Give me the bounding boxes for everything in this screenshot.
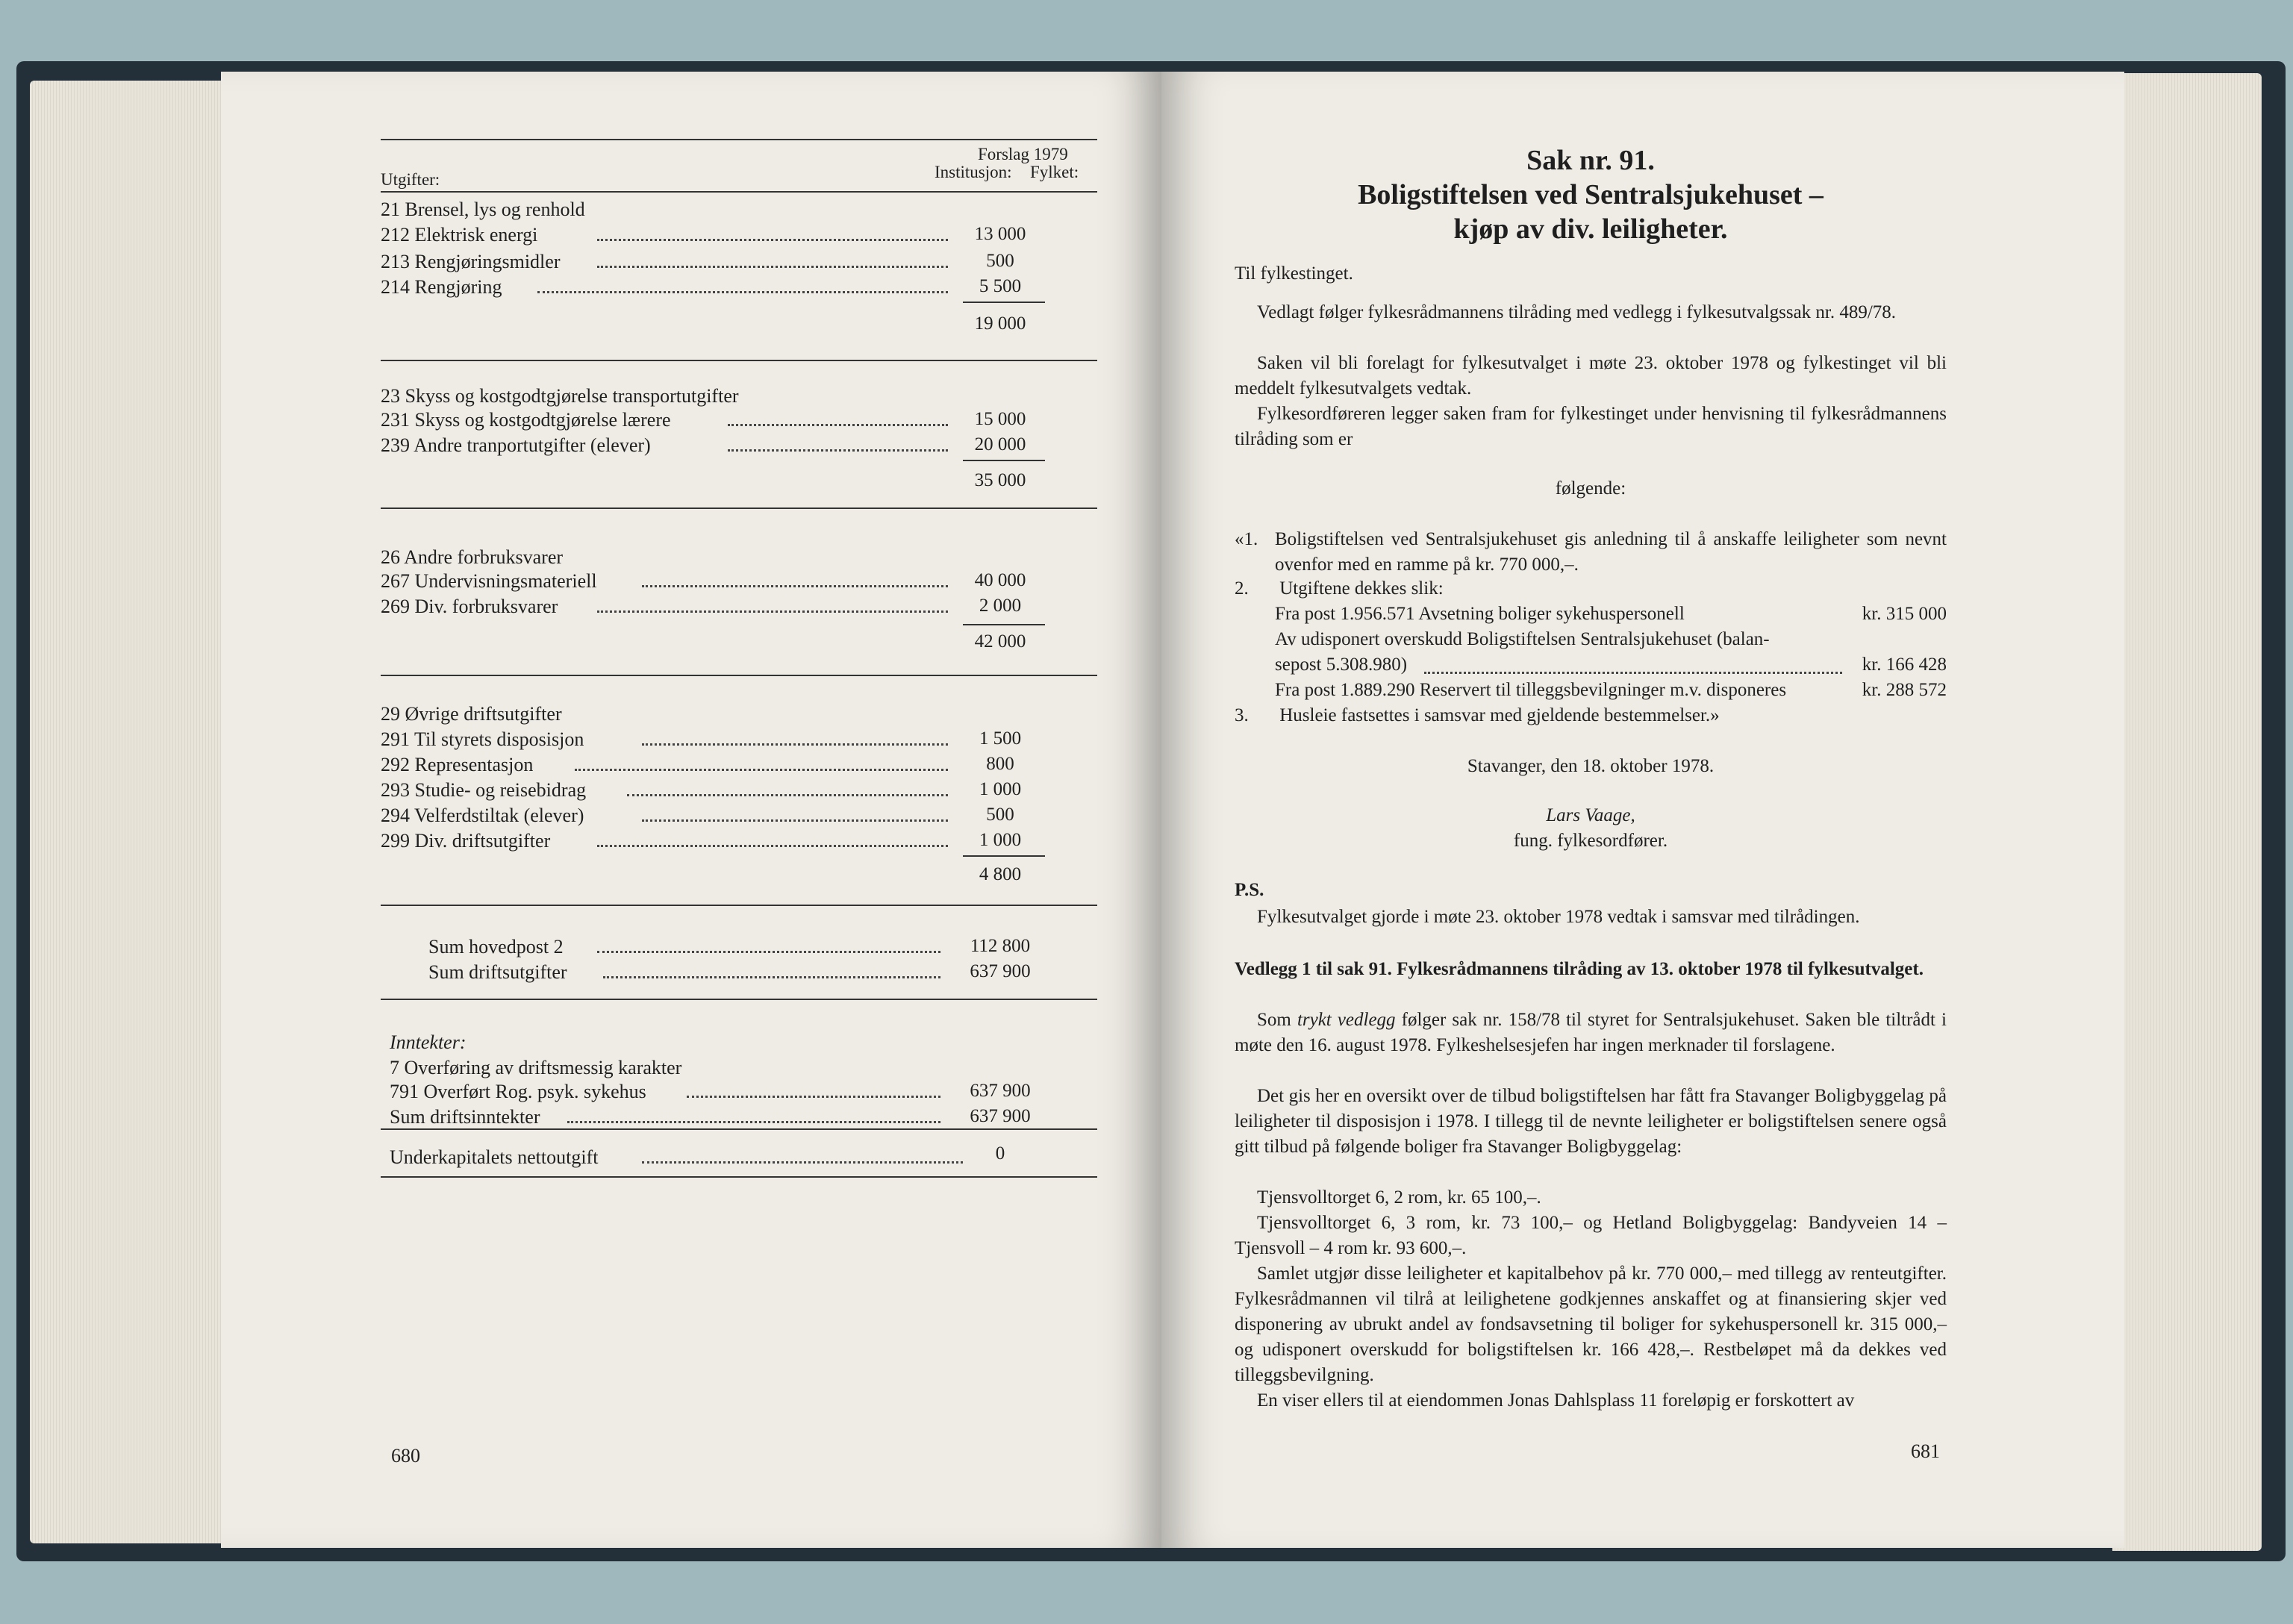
line-item-value: 1 500: [979, 728, 1022, 749]
group-rule: [381, 675, 1097, 676]
group-heading: 23 Skyss og kostgodtgjørelse transportutgifter: [381, 385, 739, 407]
dot-leader: [728, 449, 948, 452]
fund-line: [1275, 652, 1947, 678]
netto-value: 0: [995, 1143, 1005, 1164]
dot-leader: [642, 1161, 963, 1164]
dot-leader: [597, 951, 940, 953]
line-item-value: 13 000: [974, 224, 1026, 244]
item-number: 3.: [1235, 705, 1249, 725]
inntekt-label: 791 Overført Rog. psyk. sykehus: [390, 1081, 646, 1102]
line-item-value: 2 000: [979, 596, 1022, 616]
line-item-value: 40 000: [974, 570, 1026, 590]
dot-leader: [728, 424, 948, 426]
offer-line: Tjensvolltorget 6, 3 rom, kr. 73 100,– og Hetland Boligbyggelag: Bandyveien 14 – Tjensvoll – 4 rom kr. 93 600,–.: [1235, 1213, 1947, 1258]
resolution-item: [1235, 527, 1947, 575]
table-top-rule: [381, 139, 1097, 140]
ps-heading: P.S.: [1235, 880, 1264, 900]
line-item-label: 299 Div. driftsutgifter: [381, 830, 551, 852]
page-number-right: 681: [1911, 1440, 1940, 1462]
group-rule: [381, 508, 1097, 509]
group-total: 4 800: [979, 864, 1022, 884]
dot-leader: [597, 239, 948, 241]
sums-rule: [381, 999, 1097, 1000]
text-run: Som: [1257, 1010, 1297, 1030]
sum-label: Sum hovedpost 2: [428, 936, 564, 958]
line-item-label: 294 Velferdstiltak (elever): [381, 805, 584, 826]
fund-text: sepost 5.308.980): [1275, 655, 1408, 675]
subtotal-rule: [963, 855, 1045, 857]
vedlegg-heading: Vedlegg 1 til sak 91. Fylkesrådmannens tilråding av 13. oktober 1978 til fylkesutvalget.: [1235, 959, 1924, 979]
signature-title: fung. fylkesordfører.: [1513, 831, 1668, 851]
netto-label: Underkapitalets nettoutgift: [390, 1146, 599, 1168]
line-item-label: 213 Rengjøringsmidler: [381, 251, 561, 272]
text-run: følger sak nr. 158/78 til styret for Sentralsjukehuset. Saken ble tiltrådt i møte den 16. august 1978. Fylkeshelsesjefen har ingen merknader til forslagene.: [1235, 1010, 1947, 1055]
paragraph: Vedlagt følger fylkesrådmannens tilråding med vedlegg i fylkesutvalgssak nr. 489/78.: [1257, 302, 1897, 322]
text-run: Det gis her en oversikt over de tilbud boligstiftelsen har fått fra Stavanger Boligbyggelag på leiligheter til disposisjon i 1978. I tillegg til de nevnte leiligheter er boligstiftelsen senere også gitt tilbud på følgende boliger fra Stavanger Boligbyggelag:: [1235, 1086, 1947, 1157]
fund-amount: kr. 315 000: [1862, 604, 1947, 624]
line-item-value: 800: [986, 754, 1014, 774]
header-rule: [381, 191, 1097, 193]
page-number-left: 680: [391, 1445, 420, 1467]
sum-value: 112 800: [970, 936, 1031, 956]
ps-text: Fylkesutvalget gjorde i møte 23. oktober 1978 vedtak i samsvar med tilrådingen.: [1257, 907, 1860, 927]
group-total: 35 000: [974, 470, 1026, 490]
inntekt-label: 7 Overføring av driftsmessig karakter: [390, 1057, 682, 1078]
line-item-value: 20 000: [974, 434, 1026, 455]
inntekt-value: 637 900: [970, 1106, 1031, 1126]
line-item-label: 293 Studie- og reisebidrag: [381, 779, 587, 801]
inntekter-rule: [381, 1128, 1097, 1130]
closing-paragraph: Samlet utgjør disse leiligheter et kapitalbehov på kr. 770 000,– med tillegg av renteutgifter. Fylkesrådmannen vil tilrå at leilighetene godkjennes anskaffet og at finansiering skjer ved disponering av ubrukt andel av fondsavsetning til boliger for sykehuspersonell kr. 315 000,– og udisponert overskudd for boligstiftelsen kr. 166 428,–. Restbeløpet må da dekkes ved tilleggsbevilgning.: [1235, 1264, 1947, 1385]
item-text: Husleie fastsettes i samsvar med gjeldende bestemmelser.»: [1279, 705, 1720, 725]
line-item-label: 231 Skyss og kostgodtgjørelse lærere: [381, 409, 671, 431]
group-heading: 26 Andre forbruksvarer: [381, 546, 564, 568]
subtotal-rule: [963, 460, 1045, 461]
case-title: [1235, 143, 1947, 246]
page-edges-right: [2112, 73, 2262, 1551]
sum-label: Sum driftsutgifter: [428, 961, 567, 983]
fund-amount: kr. 288 572: [1862, 680, 1947, 700]
fund-text: Fra post 1.956.571 Avsetning boliger sykehuspersonell: [1275, 604, 1685, 624]
line-item-value: 500: [986, 805, 1014, 825]
line-item-value: 1 000: [979, 830, 1022, 850]
table-bottom-rule: [381, 1176, 1097, 1178]
header-utgifter: Utgifter:: [381, 170, 440, 189]
case-title-line: Boligstiftelsen ved Sentralsjukehuset –: [1358, 179, 1824, 210]
paragraph: Saken vil bli forelagt for fylkesutvalget i møte 23. oktober 1978 og fylkestinget vil bli meddelt fylkesutvalgets vedtak.: [1235, 353, 1947, 399]
line-item-label: 291 Til styrets disposisjon: [381, 728, 584, 750]
dot-leader: [597, 845, 948, 847]
item-number: 2.: [1235, 578, 1249, 599]
line-item-label: 269 Div. forbruksvarer: [381, 596, 558, 617]
item-text: Utgiftene dekkes slik:: [1279, 578, 1444, 599]
line-item-value: 1 000: [979, 779, 1022, 799]
fund-line: [1275, 627, 1947, 652]
item-number: «1.: [1235, 529, 1258, 549]
inntekt-value: 637 900: [970, 1081, 1031, 1101]
group-heading: 29 Øvrige driftsutgifter: [381, 703, 562, 725]
dot-leader: [627, 794, 948, 796]
fund-amount: kr. 166 428: [1862, 655, 1947, 675]
dot-leader: [1424, 672, 1842, 674]
dot-leader: [687, 1096, 940, 1098]
fund-line: [1275, 678, 1947, 703]
dot-leader: [642, 743, 948, 746]
item-text: Boligstiftelsen ved Sentralsjukehuset gis anledning til å anskaffe leiligheter som nevnt ovenfor med en ramme på kr. 770 000,–.: [1275, 529, 1947, 575]
dot-leader: [575, 769, 948, 771]
header-institusjon: Institusjon:: [935, 163, 1012, 181]
line-item-value: 15 000: [974, 409, 1026, 429]
paragraph: Fylkesordføreren legger saken fram for fylkestinget under henvisning til fylkesrådmannens tilråding som er: [1235, 404, 1947, 449]
body-paragraph: [1235, 1008, 1947, 1058]
inntekter-heading: Inntekter:: [390, 1031, 467, 1053]
dot-leader: [537, 291, 948, 293]
dot-leader: [597, 610, 948, 613]
text-run-italic: trykt vedlegg: [1297, 1010, 1396, 1030]
fund-line: [1275, 602, 1947, 627]
case-title-line: kjøp av div. leiligheter.: [1453, 213, 1728, 245]
offer-line: Tjensvolltorget 6, 2 rom, kr. 65 100,–.: [1257, 1187, 1541, 1208]
addressee: Til fylkestinget.: [1235, 263, 1353, 284]
line-item-label: 212 Elektrisk energi: [381, 224, 538, 246]
date-line: Stavanger, den 18. oktober 1978.: [1467, 756, 1715, 776]
group-rule: [381, 360, 1097, 361]
body-paragraph: [1235, 1084, 1947, 1160]
closing-paragraph: En viser ellers til at eiendommen Jonas Dahlsplass 11 foreløpig er forskottert av: [1257, 1390, 1855, 1411]
line-item-value: 5 500: [979, 276, 1022, 296]
page-edges-left: [30, 81, 231, 1543]
dot-leader: [642, 585, 948, 587]
group-heading: 21 Brensel, lys og renhold: [381, 199, 585, 220]
dot-leader: [642, 819, 948, 822]
subtotal-rule: [963, 302, 1045, 303]
fund-text: Fra post 1.889.290 Reservert til tilleggsbevilgninger m.v. disponeres: [1275, 680, 1787, 700]
line-item-label: 239 Andre tranportutgifter (elever): [381, 434, 651, 456]
line-item-label: 292 Representasjon: [381, 754, 534, 775]
signature-name: Lars Vaage,: [1546, 805, 1635, 825]
folgende-label: følgende:: [1555, 478, 1626, 499]
dot-leader: [567, 1121, 940, 1123]
group-total: 42 000: [974, 631, 1026, 652]
line-item-value: 500: [986, 251, 1014, 271]
header-forslag: Forslag 1979: [978, 145, 1068, 163]
resolution-item: [1235, 576, 1947, 602]
case-title-line: Sak nr. 91.: [1526, 145, 1655, 176]
group-total: 19 000: [974, 313, 1026, 334]
dot-leader: [603, 976, 940, 978]
sum-value: 637 900: [970, 961, 1031, 981]
subtotal-rule: [963, 624, 1045, 625]
line-item-label: 267 Undervisningsmateriell: [381, 570, 597, 592]
group-rule: [381, 905, 1097, 906]
header-fylket: Fylket:: [1030, 163, 1079, 181]
dot-leader: [597, 266, 948, 268]
fund-text: Av udisponert overskudd Boligstiftelsen Sentralsjukehuset (balan-: [1275, 629, 1770, 649]
resolution-item: [1235, 703, 1947, 728]
line-item-label: 214 Rengjøring: [381, 276, 502, 298]
inntekt-label: Sum driftsinntekter: [390, 1106, 540, 1128]
